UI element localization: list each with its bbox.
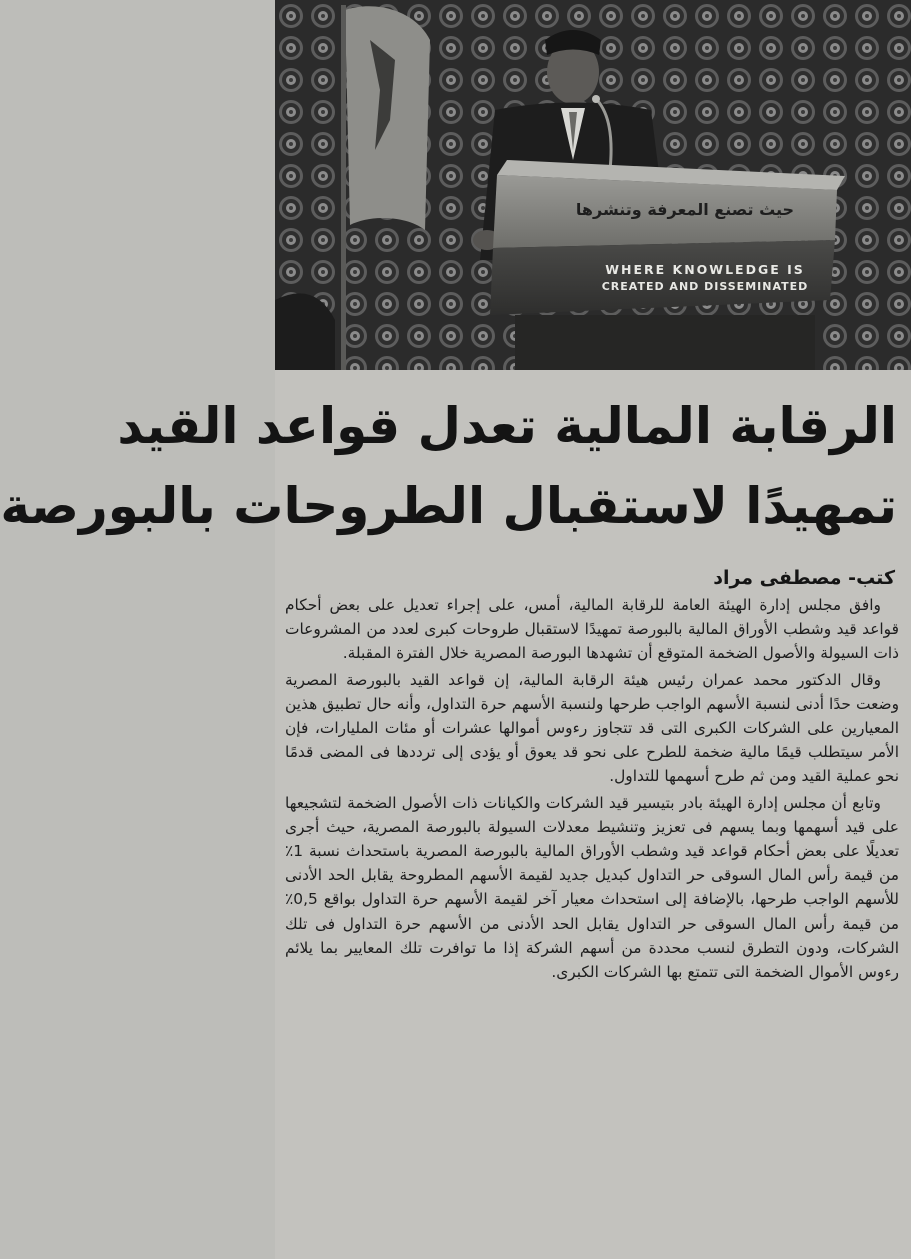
byline: كتب- مصطفى مراد — [713, 567, 895, 589]
article-body — [285, 593, 899, 1251]
podium-sign-english-line2: CREATED AND DISSEMINATED — [601, 280, 809, 293]
headline-line-1: الرقابة المالية تعدل قواعد القيد — [117, 397, 897, 455]
headline-line-2: تمهيدًا لاستقبال الطروحات بالبورصة — [0, 477, 897, 535]
article-headline — [0, 386, 897, 556]
podium-sign-arabic: حيث تصنع المعرفة وتنشرها — [575, 200, 795, 219]
article-photo — [275, 0, 911, 370]
paragraph: وافق مجلس إدارة الهيئة العامة للرقابة المالية، أمس، على إجراء تعديل على بعض أحكام قواعد قيد وشطب الأوراق المالية بالبورصة تمهيدًا لاستقبال طروحات كبرى لعدد من المشروعات ذات السيولة والأصول الضخمة المتوقع أن تشهدها البورصة المصرية خلال الفترة المقبلة. — [285, 596, 899, 663]
paragraph: وقال الدكتور محمد عمران رئيس هيئة الرقابة المالية، إن قواعد القيد بالبورصة المصرية وضعت حدًا أدنى لنسبة الأسهم الواجب طرحها ولنسبة الأسهم حرة التداول، وأنه حال تطبيق هذين المعيارين على الشركات الكبرى التى قد تتجاوز رءوس أموالها عشرات أو مئات المليارات، فإن الأمر سيتطلب قيمًا مالية ضخمة للطرح على نحو قد يعوق أو يؤدى إلى ترددها فى المضى قدمًا نحو عملية القيد ومن ثم طرح أسهمها للتداول. — [285, 670, 899, 786]
paragraph: وتابع أن مجلس إدارة الهيئة بادر بتيسير قيد الشركات والكيانات ذات الأصول الضخمة لتشجيعها على قيد أسهمها وبما يسهم فى تعزيز وتنشيط معدلات السيولة بالبورصة المصرية، حيث أجرى تعديلًا على بعض أحكام قواعد قيد وشطب الأوراق المالية بالبورصة المصرية باستحداث نسبة 1٪ من قيمة رأس المال السوقى حر التداول كبديل جديد لقيمة الأسهم المطروحة يقابل الحد الأدنى للأسهم الواجب طرحها، بالإضافة إلى استحداث معيار آخر لقيمة الأسهم حرة التداول بواقع 0,5٪ من قيمة رأس المال السوقى حر التداول يقابل الحد الأدنى من الأسهم حرة التداول فى تلك الشركات، ودون التطرق لنسب محددة من أسهم الشركة إذا ما توافرت تلك المعايير بما يلائم رءوس الأموال الضخمة التى تتمتع بها الشركات الكبرى. — [285, 793, 899, 982]
podium-sign-english-line1: WHERE KNOWLEDGE IS — [605, 262, 805, 277]
